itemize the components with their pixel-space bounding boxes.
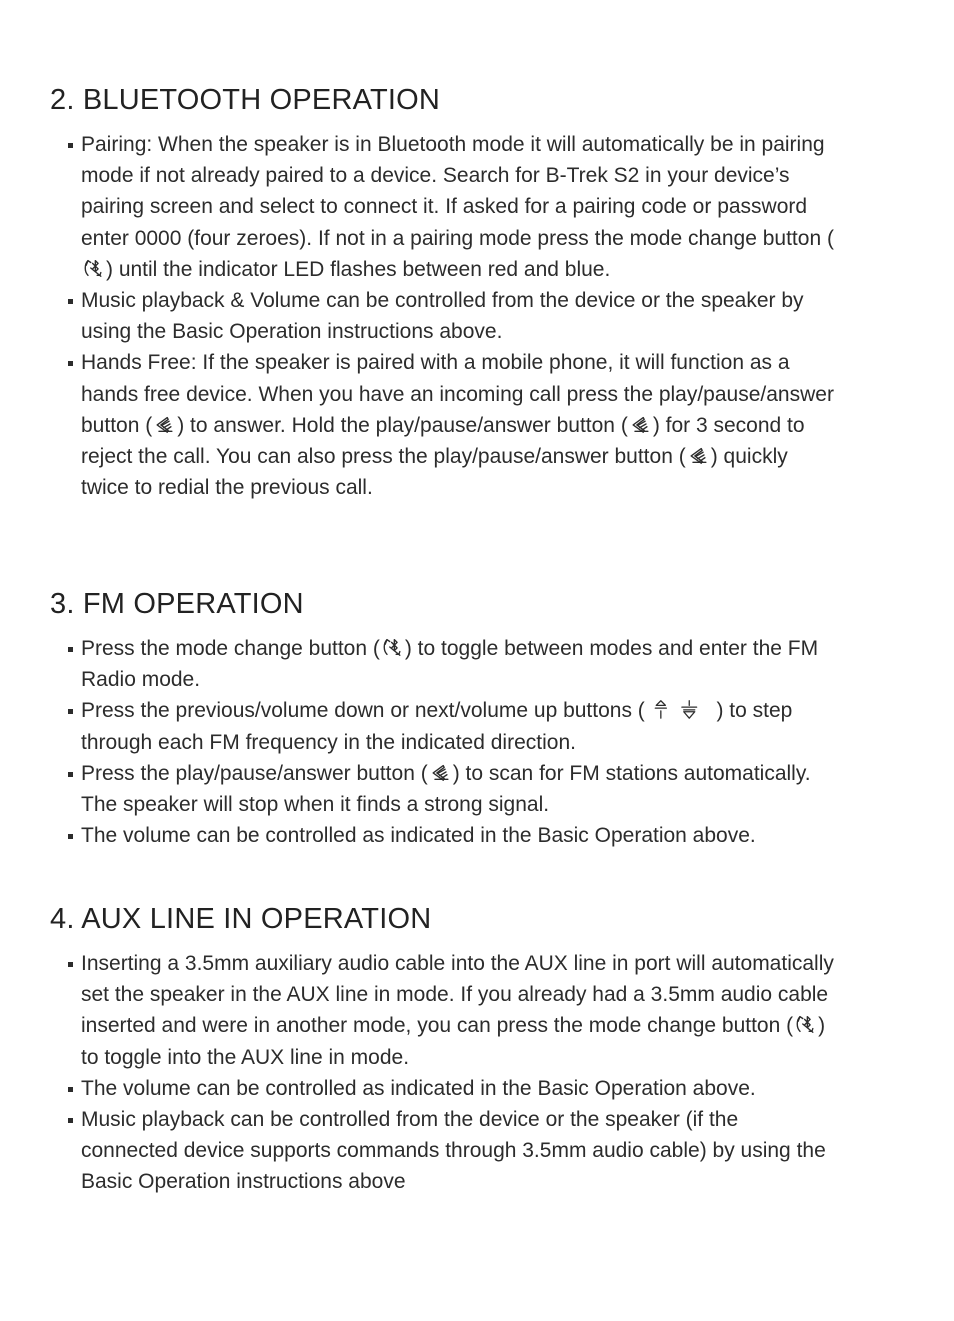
play-pause-answer-icon [629, 413, 652, 435]
mode-change-icon [794, 1013, 817, 1035]
play-pause-answer-icon [687, 444, 710, 466]
item-text: The volume can be controlled as indicated in the Basic Operation above. [81, 1076, 756, 1100]
list-item [50, 1073, 840, 1104]
mode-change-icon [82, 257, 105, 279]
item-text: ) to scan for FM stations automatically. The speaker will stop when it finds a strong signal. [81, 761, 811, 817]
item-text: Inserting a 3.5mm auxiliary audio cable into the AUX line in port will automatically set the speaker in the AUX line in mode. If you already had a 3.5mm audio cable inserted and were in another mode, you can press the mode change button ( [81, 952, 834, 1038]
list-item [50, 948, 840, 1073]
section-fm-operation [50, 584, 840, 851]
item-text: ) for 3 second to reject the call. You can also press the play/pause/answer button ( [81, 413, 805, 469]
previous-next-buttons-icon [652, 698, 710, 720]
section-bluetooth-operation [50, 80, 840, 503]
list-item [50, 758, 840, 820]
list-item [50, 347, 840, 503]
section-title: 3. FM OPERATION [50, 588, 304, 620]
section-title: 2. BLUETOOTH OPERATION [50, 84, 441, 116]
bullet-list [50, 948, 840, 1198]
list-item [50, 695, 840, 757]
item-text: Press the previous/volume down or next/volume up buttons ( [81, 699, 651, 723]
list-item [50, 129, 840, 285]
list-item [50, 633, 840, 695]
item-text: ) to toggle between modes and enter the FM Radio mode. [81, 637, 819, 692]
item-text: ) quickly twice to redial the previous call. [81, 445, 788, 500]
list-item [50, 820, 840, 851]
list-item [50, 285, 840, 347]
item-text: Press the play/pause/answer button ( [81, 761, 428, 785]
item-text: ) to toggle into the AUX line in mode. [81, 1014, 826, 1069]
item-text: Music playback can be controlled from the device or the speaker (if the connected device supports commands through 3.5mm audio cable) by using the Basic Operation instructions above [81, 1108, 826, 1194]
play-pause-answer-icon [429, 761, 452, 783]
item-text: Music playback & Volume can be controlled from the device or the speaker by using the Basic Operation instructions above. [81, 289, 804, 344]
item-text: Press the mode change button ( [81, 637, 380, 660]
section-title: 4. AUX LINE IN OPERATION [50, 903, 432, 935]
item-text: Hands Free: If the speaker is paired with a mobile phone, it will function as a hands free device. When you have an incoming call press the play/pause/answer button ( [81, 351, 834, 437]
item-text: The volume can be controlled as indicated in the Basic Operation above. [81, 824, 756, 848]
bullet-list [50, 633, 840, 851]
bullet-list [50, 129, 840, 503]
item-text: Pairing: When the speaker is in Bluetooth mode it will automatically be in pairing mode if not already paired to a device. Search for B-Trek S2 in your device’s pairing screen and select to connect it. If asked for a pairing code or password enter 0000 (four zeroes). If not in a pairing mode press the mode change button ( [81, 133, 834, 250]
item-text: ) until the indicator LED flashes between red and blue. [106, 257, 611, 281]
mode-change-icon [381, 636, 404, 658]
section-aux-line-in-operation [50, 899, 840, 1198]
item-text: ) to step through each FM frequency in the indicated direction. [81, 699, 793, 754]
item-text: ) to answer. Hold the play/pause/answer button ( [177, 413, 628, 437]
list-item [50, 1104, 840, 1198]
play-pause-answer-icon [153, 413, 176, 435]
